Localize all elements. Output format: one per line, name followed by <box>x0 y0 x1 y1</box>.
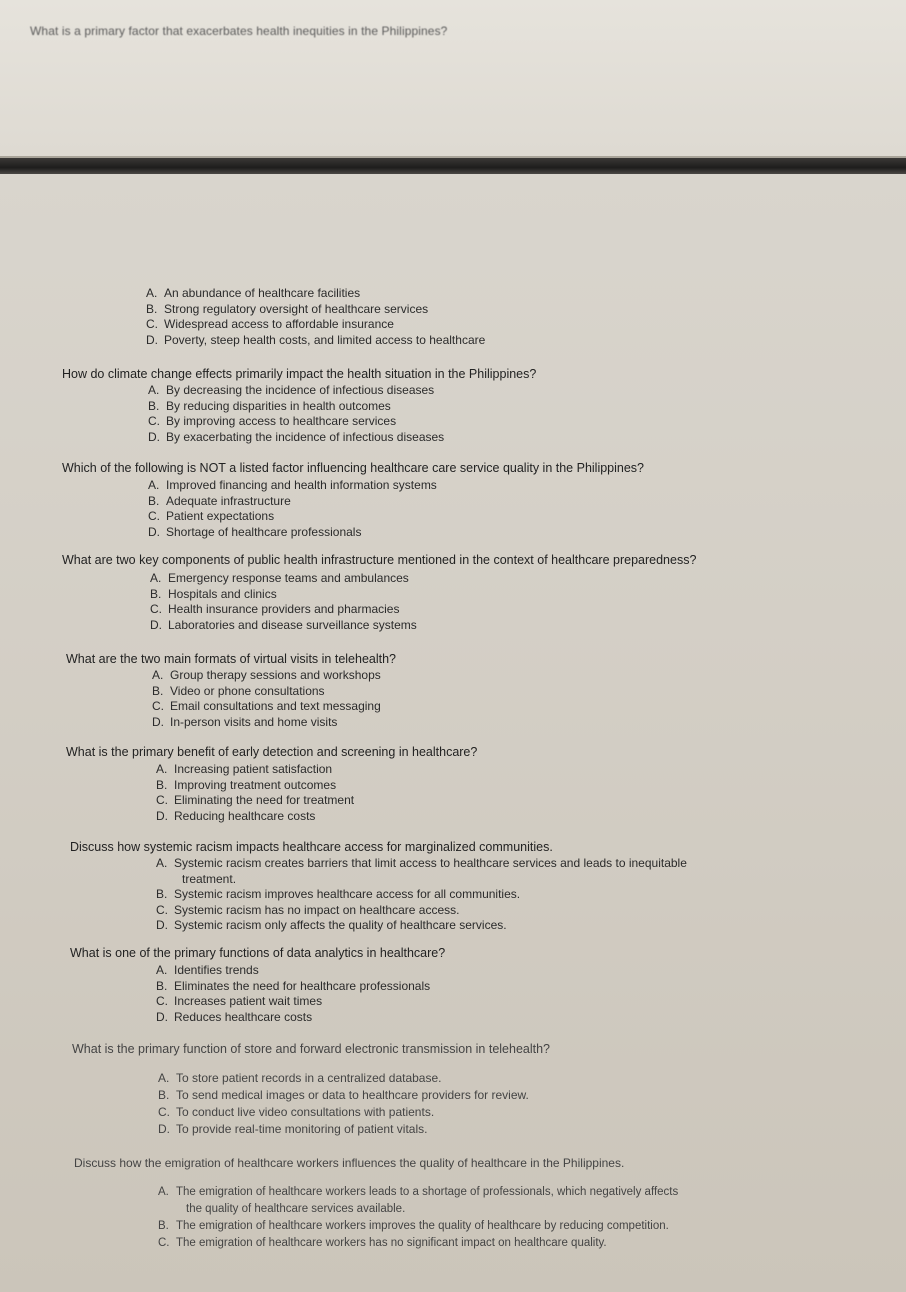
option-letter: D. <box>158 1122 170 1136</box>
question-8-text: What is one of the primary functions of data analytics in healthcare? <box>70 946 446 960</box>
option-letter: C. <box>148 509 160 524</box>
option-letter: A. <box>150 571 162 585</box>
option-letter: B. <box>156 978 168 993</box>
option-letter: A. <box>158 1186 169 1198</box>
question-10-options <box>158 1184 888 1252</box>
option-letter: A. <box>148 383 160 397</box>
option-b[interactable] <box>148 399 444 415</box>
option-a[interactable] <box>146 286 485 302</box>
option-b[interactable] <box>152 684 381 700</box>
question-7-options <box>156 856 876 934</box>
option-text: Reduces healthcare costs <box>174 1009 313 1024</box>
top-paper-sheet <box>0 0 906 158</box>
option-letter: D. <box>148 429 160 444</box>
option-text: By reducing disparities in health outcomes <box>166 398 391 413</box>
question-4-text: What are two key components of public health infrastructure mentioned in the context of healthcare preparedness? <box>62 553 697 567</box>
option-letter: D. <box>156 918 168 933</box>
option-c[interactable] <box>148 509 437 525</box>
option-b[interactable] <box>146 302 485 318</box>
option-letter: C. <box>158 1237 170 1249</box>
option-text: Improving treatment outcomes <box>174 777 337 792</box>
option-text: Hospitals and clinics <box>168 586 277 601</box>
option-d[interactable] <box>150 618 417 634</box>
option-letter: A. <box>156 762 168 776</box>
option-b[interactable] <box>158 1218 888 1235</box>
option-text: Widespread access to affordable insurance <box>164 317 394 332</box>
option-a[interactable] <box>150 571 417 587</box>
option-text: Systemic racism has no impact on healthcare access. <box>174 902 460 917</box>
option-letter: A. <box>158 1071 170 1085</box>
option-letter: A. <box>146 286 158 300</box>
question-9-text: What is the primary function of store and forward electronic transmission in telehealth? <box>72 1042 551 1056</box>
option-d[interactable] <box>156 1010 430 1026</box>
question-2-text: How do climate change effects primarily impact the health situation in the Philippines? <box>62 367 537 381</box>
option-d[interactable] <box>156 809 354 825</box>
option-text: Systemic racism only affects the quality of healthcare services. <box>174 918 507 933</box>
option-text: Laboratories and disease surveillance systems <box>168 617 417 632</box>
option-text: Shortage of healthcare professionals <box>166 524 362 539</box>
question-1-options <box>146 286 485 348</box>
option-text: By exacerbating the incidence of infectious diseases <box>166 429 445 444</box>
option-text: The emigration of healthcare workers has no significant impact on healthcare quality. <box>176 1237 607 1249</box>
option-text: Strong regulatory oversight of healthcare services <box>164 301 429 316</box>
option-c[interactable] <box>146 317 485 333</box>
question-text: What is a primary factor that exacerbates health inequities in the Philippines? <box>30 24 448 38</box>
option-text: Increases patient wait times <box>174 994 323 1009</box>
option-text: The emigration of healthcare workers leads to a shortage of professionals, which negatively affects <box>176 1186 679 1198</box>
option-letter: D. <box>156 808 168 823</box>
option-d[interactable] <box>158 1121 529 1138</box>
question-3-options <box>148 478 437 540</box>
option-text: Reducing healthcare costs <box>174 808 316 823</box>
option-c[interactable] <box>148 414 444 430</box>
option-a[interactable] <box>148 478 437 494</box>
option-letter: A. <box>156 856 168 870</box>
option-text: To send medical images or data to healthcare providers for review. <box>176 1088 529 1102</box>
question-6-text: What is the primary benefit of early detection and screening in healthcare? <box>66 745 478 759</box>
option-a-continuation: the quality of healthcare services available. <box>186 1203 406 1215</box>
option-letter: B. <box>156 777 168 792</box>
option-letter: A. <box>156 963 168 977</box>
question-9-options <box>158 1070 529 1138</box>
option-letter: A. <box>148 478 160 492</box>
option-letter: D. <box>156 1009 168 1024</box>
option-a[interactable] <box>148 383 444 399</box>
option-letter: B. <box>150 586 162 601</box>
option-text: Systemic racism creates barriers that limit access to healthcare services and leads to inequitable <box>174 856 687 870</box>
question-6-options <box>156 762 354 824</box>
option-a[interactable] <box>158 1184 888 1201</box>
option-text: Group therapy sessions and workshops <box>170 668 381 682</box>
option-text: To conduct live video consultations with patients. <box>176 1105 435 1119</box>
option-b[interactable] <box>148 494 437 510</box>
question-2-options <box>148 383 444 445</box>
question-8-options <box>156 963 430 1025</box>
option-a[interactable] <box>156 963 430 979</box>
option-letter: D. <box>146 332 158 347</box>
option-letter: B. <box>158 1088 170 1102</box>
option-text: An abundance of healthcare facilities <box>164 286 361 300</box>
option-b[interactable] <box>158 1087 529 1104</box>
option-text: In-person visits and home visits <box>170 714 338 729</box>
option-text: To store patient records in a centralized database. <box>176 1071 442 1085</box>
option-d[interactable] <box>152 715 381 731</box>
option-letter: B. <box>148 493 160 508</box>
option-letter: B. <box>146 301 158 316</box>
option-text: Adequate infrastructure <box>166 493 291 508</box>
question-7-text: Discuss how systemic racism impacts healthcare access for marginalized communities. <box>70 840 553 854</box>
option-letter: C. <box>148 414 160 429</box>
option-text: Systemic racism improves healthcare access for all communities. <box>174 887 521 902</box>
option-c[interactable] <box>158 1235 888 1252</box>
option-letter: B. <box>148 398 160 413</box>
option-text: To provide real-time monitoring of patient vitals. <box>176 1122 428 1136</box>
option-letter: B. <box>158 1220 169 1232</box>
option-letter: A. <box>152 668 164 682</box>
option-c[interactable] <box>158 1104 529 1121</box>
question-5-options <box>152 668 381 730</box>
option-text: Poverty, steep health costs, and limited access to healthcare <box>164 332 486 347</box>
option-a-continuation: treatment. <box>182 871 237 886</box>
option-letter: D. <box>148 524 160 539</box>
option-c[interactable] <box>150 602 417 618</box>
option-text: Email consultations and text messaging <box>170 699 381 714</box>
option-c[interactable] <box>156 994 430 1010</box>
option-text: Improved financing and health information systems <box>166 478 437 492</box>
option-a[interactable] <box>156 762 354 778</box>
option-letter: B. <box>156 887 168 902</box>
question-3-text: Which of the following is NOT a listed factor influencing healthcare care service quality in the Philippines? <box>62 461 645 475</box>
option-letter: D. <box>152 714 164 729</box>
paper-gap-shadow <box>0 158 906 174</box>
option-b[interactable] <box>156 887 876 903</box>
option-text: Patient expectations <box>166 509 275 524</box>
option-letter: B. <box>152 683 164 698</box>
option-letter: C. <box>146 317 158 332</box>
option-text: Identifies trends <box>174 963 259 977</box>
option-letter: C. <box>150 602 162 617</box>
option-d[interactable] <box>146 333 485 349</box>
option-b[interactable] <box>150 587 417 603</box>
option-letter: C. <box>156 793 168 808</box>
option-d[interactable] <box>156 918 876 934</box>
option-b[interactable] <box>156 979 430 995</box>
option-c[interactable] <box>152 699 381 715</box>
option-text: By decreasing the incidence of infectious diseases <box>166 383 435 397</box>
option-a[interactable] <box>156 856 876 872</box>
option-letter: C. <box>158 1105 170 1119</box>
question-4-options <box>150 571 417 633</box>
option-text: Health insurance providers and pharmacies <box>168 602 400 617</box>
option-a[interactable] <box>152 668 381 684</box>
option-b[interactable] <box>156 778 354 794</box>
option-text: Eliminates the need for healthcare professionals <box>174 978 431 993</box>
option-c[interactable] <box>156 793 354 809</box>
option-text: Eliminating the need for treatment <box>174 793 355 808</box>
option-text: By improving access to healthcare services <box>166 414 397 429</box>
option-letter: D. <box>150 617 162 632</box>
option-letter: C. <box>156 902 168 917</box>
option-text: The emigration of healthcare workers improves the quality of healthcare by reducing competition. <box>176 1220 669 1232</box>
option-d[interactable] <box>148 430 444 446</box>
option-a[interactable] <box>158 1070 529 1087</box>
option-c[interactable] <box>156 903 876 919</box>
option-text: Emergency response teams and ambulances <box>168 571 409 585</box>
option-d[interactable] <box>148 525 437 541</box>
option-text: Video or phone consultations <box>170 683 325 698</box>
option-letter: C. <box>152 699 164 714</box>
option-text: Increasing patient satisfaction <box>174 762 333 776</box>
option-letter: C. <box>156 994 168 1009</box>
question-10-text: Discuss how the emigration of healthcare workers influences the quality of healthcare in the Philippines. <box>74 1156 625 1170</box>
question-5-text: What are the two main formats of virtual visits in telehealth? <box>66 652 397 666</box>
